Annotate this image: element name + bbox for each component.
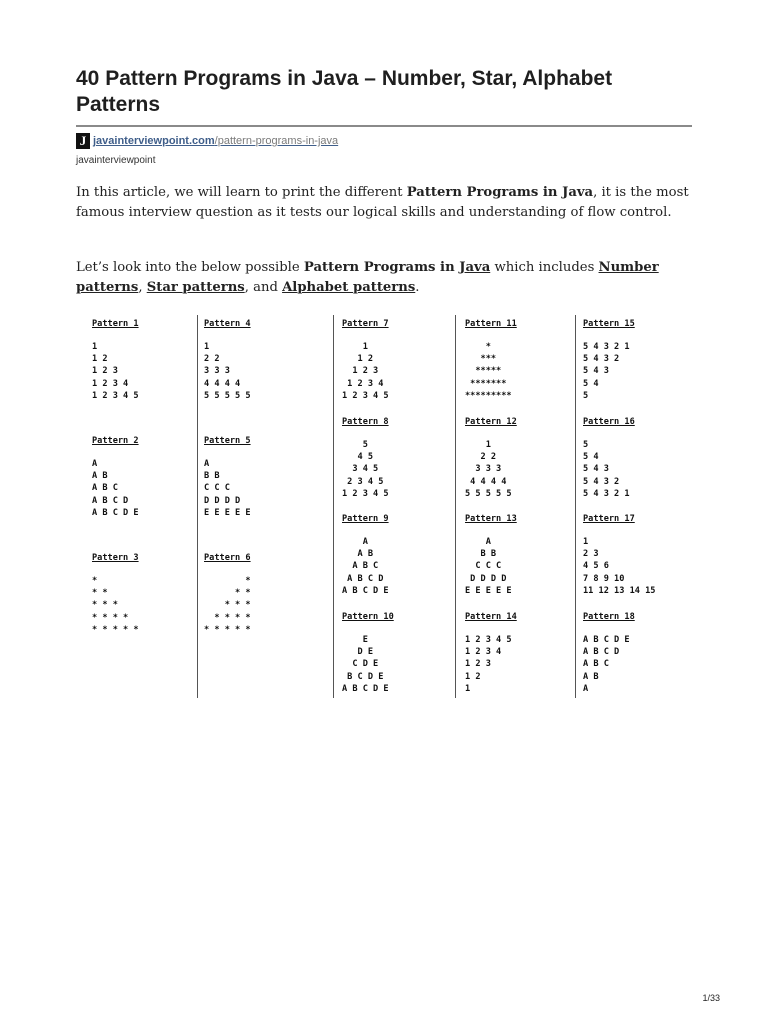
- pattern-line: * * * *: [92, 612, 129, 623]
- pattern-label: Pattern 6: [204, 553, 251, 563]
- pattern-line: *: [204, 576, 251, 586]
- pattern-block: [204, 435, 251, 519]
- pattern-block: [342, 318, 389, 402]
- pattern-label: Pattern 11: [465, 319, 517, 329]
- pattern-line: C D E: [342, 659, 379, 670]
- pattern-line: *********: [465, 390, 512, 401]
- number-patterns-link[interactable]: Number patterns: [76, 260, 659, 295]
- pattern-line: A B C D E: [92, 507, 139, 518]
- pattern-block: [465, 513, 517, 597]
- pattern-block: [92, 318, 139, 402]
- column-divider: [333, 315, 334, 698]
- pattern-label: Pattern 16: [583, 417, 635, 427]
- pattern-line: 1 2 3: [342, 366, 379, 377]
- pattern-block: [583, 513, 655, 597]
- pattern-line: A B C: [583, 659, 609, 670]
- pattern-line: A B C D E: [583, 635, 630, 645]
- source-line: [76, 132, 338, 150]
- pattern-line: * *: [92, 588, 108, 599]
- pattern-line: A B C D E: [342, 683, 389, 694]
- java-link[interactable]: Java: [459, 260, 491, 275]
- pattern-label: Pattern 5: [204, 436, 251, 446]
- pattern-line: A B C D E: [342, 585, 389, 596]
- pattern-line: *****: [465, 366, 502, 377]
- pattern-line: 1 2: [342, 354, 374, 365]
- pattern-line: D E: [342, 647, 374, 658]
- pattern-line: E E E E E: [465, 585, 512, 596]
- lookinto-paragraph: [76, 258, 696, 298]
- pattern-line: * * *: [92, 600, 118, 611]
- pattern-label: Pattern 10: [342, 612, 394, 622]
- pattern-line: A: [342, 537, 368, 547]
- pattern-block: [92, 552, 139, 636]
- pattern-block: [583, 318, 635, 402]
- source-domain: javainterviewpoint.com: [93, 135, 215, 147]
- pattern-line: 2 3: [583, 549, 599, 560]
- pattern-line: 1 2 3 4 5: [342, 488, 389, 499]
- pattern-line: A B C D: [583, 647, 620, 658]
- pattern-line: ***: [465, 354, 497, 365]
- alphabet-patterns-link[interactable]: Alphabet patterns: [282, 280, 416, 295]
- pattern-line: 5 4 3 2 1: [583, 342, 630, 352]
- column-divider: [575, 315, 576, 698]
- pattern-line: 7 8 9 10: [583, 573, 625, 584]
- pattern-line: 5 5 5 5 5: [465, 488, 512, 499]
- pattern-line: 5 4 3 2: [583, 354, 620, 365]
- site-logo-icon: J: [76, 133, 90, 149]
- pattern-label: Pattern 3: [92, 553, 139, 563]
- pattern-line: E: [342, 635, 368, 645]
- pattern-line: 5: [342, 440, 368, 450]
- pattern-line: A B: [583, 671, 599, 682]
- pattern-line: A B: [342, 549, 374, 560]
- pattern-label: Pattern 15: [583, 319, 635, 329]
- pattern-label: Pattern 2: [92, 436, 139, 446]
- pattern-line: 1: [465, 440, 491, 450]
- pattern-line: A: [465, 537, 491, 547]
- pattern-line: *: [465, 342, 491, 352]
- pattern-line: 1 2: [92, 354, 108, 365]
- pattern-line: 1 2 3 4: [465, 647, 502, 658]
- pattern-line: 1: [342, 342, 368, 352]
- source-path: /pattern-programs-in-java: [214, 135, 339, 147]
- pattern-line: * * *: [204, 600, 251, 611]
- pattern-label: Pattern 1: [92, 319, 139, 329]
- pattern-line: 1 2 3 4 5: [465, 635, 512, 645]
- pattern-line: 5 4 3: [583, 366, 609, 377]
- pattern-line: 1: [204, 342, 210, 352]
- lookinto-text-1: Let’s look into the below possible: [76, 260, 304, 275]
- pattern-line: A B C: [342, 561, 379, 572]
- pattern-block: [583, 611, 635, 695]
- pattern-label: Pattern 18: [583, 612, 635, 622]
- pattern-line: 1 2 3: [92, 366, 118, 377]
- pattern-table-figure: [85, 315, 685, 700]
- pattern-line: B B: [465, 549, 497, 560]
- pattern-line: 4 4 4 4: [465, 476, 507, 487]
- pattern-line: * *: [204, 588, 251, 599]
- pattern-line: A B: [92, 471, 108, 482]
- column-divider: [455, 315, 456, 698]
- pattern-label: Pattern 12: [465, 417, 517, 427]
- pattern-block: [92, 435, 139, 519]
- pattern-block: [342, 513, 389, 597]
- pattern-line: 5 4 3 2 1: [583, 488, 630, 499]
- source-link[interactable]: [93, 135, 338, 147]
- pattern-line: *: [92, 576, 98, 586]
- pattern-block: [342, 416, 389, 500]
- pattern-line: 11 12 13 14 15: [583, 585, 656, 596]
- pattern-line: A: [92, 459, 98, 469]
- pattern-line: A: [583, 683, 589, 694]
- pattern-line: B B: [204, 471, 220, 482]
- pattern-block: [465, 611, 517, 695]
- pattern-line: 1 2 3: [465, 659, 491, 670]
- intro-text-1: In this article, we will learn to print the different: [76, 185, 407, 200]
- pattern-line: 4 5 6: [583, 561, 609, 572]
- pattern-line: 1 2: [465, 671, 481, 682]
- lookinto-text-3: ,: [138, 280, 147, 295]
- pattern-line: * * * * *: [92, 624, 139, 635]
- pattern-line: 1: [92, 342, 98, 352]
- pattern-label: Pattern 9: [342, 514, 389, 524]
- pattern-line: 2 3 4 5: [342, 476, 384, 487]
- pattern-line: 5 4 3: [583, 464, 609, 475]
- pattern-line: B C D E: [342, 671, 384, 682]
- pattern-line: 2 2: [465, 452, 497, 463]
- pattern-line: 4 5: [342, 452, 374, 463]
- pattern-label: Pattern 7: [342, 319, 389, 329]
- pattern-line: 2 2: [204, 354, 220, 365]
- lookinto-text-5: .: [415, 280, 420, 295]
- pattern-block: [204, 552, 251, 636]
- intro-bold: Pattern Programs in Java: [406, 185, 594, 200]
- pattern-label: Pattern 13: [465, 514, 517, 524]
- pattern-line: 1 2 3 4 5: [92, 390, 139, 401]
- pattern-block: [465, 318, 517, 402]
- pattern-line: E E E E E: [204, 507, 251, 518]
- pattern-line: 4 4 4 4: [204, 378, 241, 389]
- pattern-block: [342, 611, 394, 695]
- page-title: 40 Pattern Programs in Java – Number, Star, Alphabet Patterns: [76, 67, 613, 116]
- pattern-line: C C C: [465, 561, 502, 572]
- pattern-line: A B C: [92, 483, 118, 494]
- lookinto-text-4: , and: [244, 280, 283, 295]
- pattern-line: A B C D: [342, 573, 384, 584]
- pattern-line: 1: [465, 683, 471, 694]
- pattern-line: 3 3 3: [204, 366, 230, 377]
- lookinto-text-2: which includes: [490, 260, 599, 275]
- title-divider: [76, 125, 692, 127]
- pattern-line: A: [204, 459, 210, 469]
- pattern-line: * * * *: [204, 612, 251, 623]
- pattern-line: D D D D: [204, 495, 241, 506]
- pattern-label: Pattern 17: [583, 514, 635, 524]
- intro-paragraph: [76, 183, 696, 223]
- pattern-line: 1 2 3 4: [342, 378, 384, 389]
- pattern-line: 5 4 3 2: [583, 476, 620, 487]
- pattern-line: 5: [583, 390, 589, 401]
- pattern-line: 5 4: [583, 378, 599, 389]
- page-number: 1/33: [702, 993, 720, 1003]
- pattern-label: Pattern 14: [465, 612, 517, 622]
- pattern-line: * * * * *: [204, 624, 251, 635]
- intro-text-2: , it is the most famous interview question as it tests our logical skills and understanding of flow control.: [76, 185, 689, 220]
- pattern-line: 3 3 3: [465, 464, 502, 475]
- pattern-line: 3 4 5: [342, 464, 379, 475]
- lookinto-bold: Pattern Programs in: [303, 260, 460, 275]
- pattern-block: [465, 416, 517, 500]
- pattern-block: [204, 318, 251, 402]
- pattern-line: 5 5 5 5 5: [204, 390, 251, 401]
- pattern-block: [583, 416, 635, 500]
- pattern-line: 1 2 3 4 5: [342, 390, 389, 401]
- pattern-line: 5: [583, 440, 589, 450]
- pattern-line: A B C D: [92, 495, 129, 506]
- pattern-line: *******: [465, 378, 507, 389]
- column-divider: [197, 315, 198, 698]
- pattern-line: 5 4: [583, 452, 599, 463]
- pattern-label: Pattern 8: [342, 417, 389, 427]
- pattern-line: 1: [583, 537, 589, 547]
- pattern-line: D D D D: [465, 573, 507, 584]
- author-name: javainterviewpoint: [76, 155, 156, 166]
- star-patterns-link[interactable]: Star patterns: [146, 280, 245, 295]
- pattern-line: C C C: [204, 483, 230, 494]
- pattern-label: Pattern 4: [204, 319, 251, 329]
- pattern-line: 1 2 3 4: [92, 378, 129, 389]
